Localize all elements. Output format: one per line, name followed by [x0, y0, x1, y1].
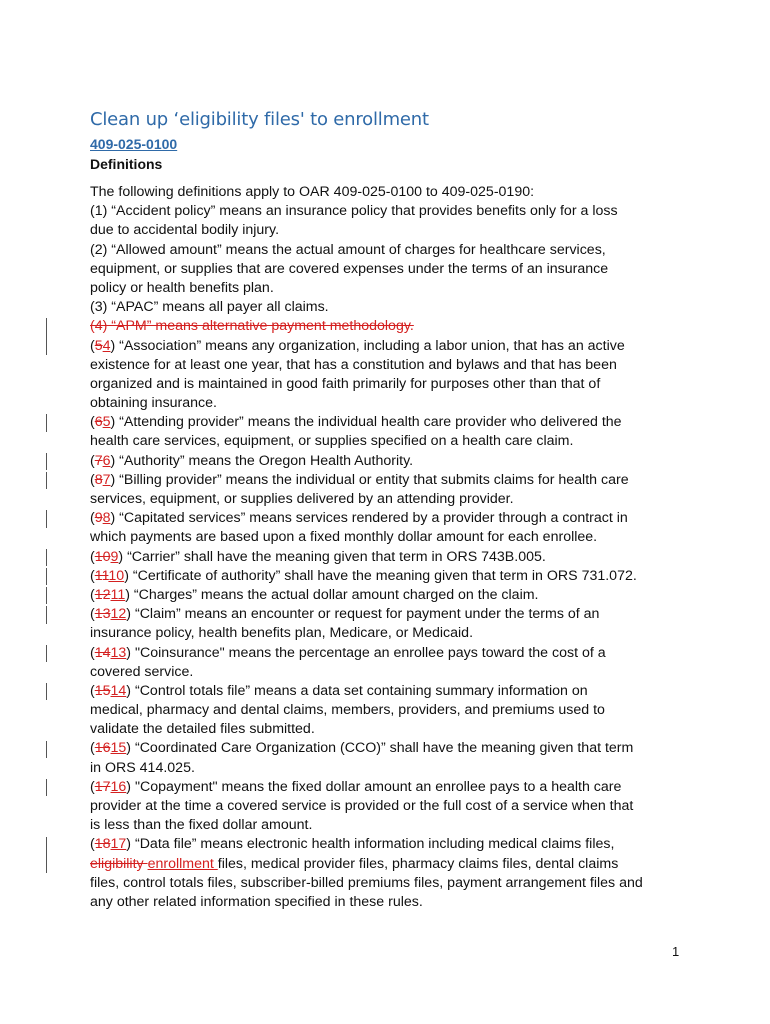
line-text: ) “Billing provider” means the individual or entity that submits claims for health care: [110, 471, 629, 488]
line-text: ) “Capitated services” means services rendered by a provider through a contract in: [110, 510, 628, 527]
page-number: 1: [672, 944, 680, 959]
deleted-text: 15: [94, 682, 111, 699]
text-line: [90, 337, 690, 356]
deleted-text: 12: [94, 586, 111, 603]
line-text: organized and is maintained in good faith primarily for purposes other than that of: [90, 375, 601, 392]
line-text: (: [90, 414, 95, 431]
line-text: (: [90, 510, 95, 527]
line-text: is less than the fixed dollar amount.: [90, 817, 313, 834]
deleted-text: 8: [94, 471, 103, 488]
text-line: [90, 778, 690, 797]
text-line: [90, 701, 690, 720]
text-line: [90, 797, 690, 816]
inserted-text: 7: [102, 471, 111, 488]
text-line: [90, 375, 690, 394]
line-text: health care services, equipment, or supplies specified on a health care claim.: [90, 433, 574, 450]
line-text: (: [90, 471, 95, 488]
line-text: any other related information specified in these rules.: [90, 893, 423, 910]
text-line: [90, 279, 690, 298]
inserted-text: 16: [110, 778, 127, 795]
line-text: ) “Charges” means the actual dollar amount charged on the claim.: [125, 586, 539, 603]
line-text: obtaining insurance.: [90, 395, 217, 412]
revision-change-bar: [46, 645, 47, 662]
revision-change-bar: [46, 741, 47, 758]
line-text: ) “Association” means any organization, including a labor union, that has an active: [110, 337, 625, 354]
text-line: [90, 605, 690, 624]
inserted-text: 10: [108, 567, 125, 584]
revision-change-bar: [46, 472, 47, 489]
line-text: ) “Data file” means electronic health information including medical claims files,: [126, 836, 615, 853]
line-text: ) “Coordinated Care Organization (CCO)” shall have the meaning given that term: [126, 740, 634, 757]
text-line: [90, 317, 690, 336]
text-line: [90, 720, 690, 739]
text-line: [90, 855, 690, 874]
line-text: provider at the time a covered service is provided or the full cost of a service when that: [90, 798, 634, 814]
text-line: [90, 394, 690, 413]
revision-change-bar: [46, 587, 47, 604]
line-text: (: [90, 567, 95, 584]
line-text: services, equipment, or supplies delivered by an attending provider.: [90, 491, 514, 507]
text-line: [90, 490, 690, 509]
line-text: (3) “APAC” means all payer all claims.: [90, 299, 329, 316]
revision-change-bar: [46, 549, 47, 566]
revision-change-bar: [46, 837, 47, 873]
text-line: [90, 298, 690, 317]
text-line: [90, 356, 690, 375]
text-line: [90, 739, 690, 758]
deleted-text: 5: [94, 337, 103, 354]
revision-change-bar: [46, 453, 47, 470]
rule-number-link[interactable]: 409-025-0100: [90, 136, 178, 152]
text-line: [90, 893, 690, 912]
text-line: [90, 413, 690, 432]
line-text: (: [90, 452, 95, 469]
inserted-text: 17: [110, 836, 127, 853]
document-title: Clean up ‘eligibility files' to enrollment: [90, 109, 429, 130]
inserted-text: enrollment: [147, 855, 218, 872]
line-text: files, medical provider files, pharmacy claims files, dental claims: [217, 855, 619, 872]
deleted-text: 6: [94, 414, 103, 431]
text-line: [90, 874, 690, 893]
line-text: existence for at least one year, that has a constitution and bylaws and that has been: [90, 356, 617, 373]
line-text: ) “Attending provider” means the individual health care provider who delivered the: [110, 414, 622, 431]
inserted-text: 5: [102, 414, 111, 431]
inserted-text: 4: [102, 337, 111, 354]
inserted-text: 14: [110, 682, 127, 699]
line-text: (: [90, 740, 95, 757]
inserted-text: 9: [110, 548, 119, 565]
line-text: medical, pharmacy and dental claims, members, providers, and premiums used to: [90, 702, 605, 719]
inserted-text: 11: [110, 586, 126, 603]
deleted-text: (4) “APM” means alternative payment methodology.: [90, 318, 414, 335]
line-text: ) “Authority” means the Oregon Health Authority.: [110, 452, 414, 469]
inserted-text: 13: [110, 644, 127, 661]
deleted-text: eligibility: [90, 855, 148, 872]
text-line: [90, 202, 690, 221]
line-text: ) "Coinsurance" means the percentage an enrollee pays toward the cost of a: [126, 644, 606, 661]
text-line: [90, 567, 690, 586]
line-text: due to accidental bodily injury.: [90, 222, 280, 239]
text-line: [90, 183, 690, 202]
line-text: (: [90, 682, 95, 699]
text-line: [90, 509, 690, 528]
revision-change-bar: [46, 568, 47, 585]
line-text: covered service.: [90, 663, 194, 680]
inserted-text: 15: [110, 740, 127, 757]
text-line: [90, 221, 690, 240]
line-text: equipment, or supplies that are covered expenses under the terms of an insurance: [90, 260, 609, 277]
line-text: in ORS 414.025.: [90, 759, 195, 776]
deleted-text: 13: [94, 606, 111, 623]
line-text: validate the detailed files submitted.: [90, 721, 315, 738]
line-text: (: [90, 337, 95, 354]
line-text: (: [90, 586, 95, 603]
inserted-text: 12: [110, 606, 127, 623]
deleted-text: 9: [94, 510, 103, 527]
text-line: [90, 241, 690, 260]
text-line: [90, 759, 690, 778]
deleted-text: 7: [94, 452, 103, 469]
deleted-text: 10: [94, 548, 111, 565]
text-line: [90, 816, 690, 835]
line-text: (: [90, 836, 95, 853]
line-text: insurance policy, health benefits plan, Medicare, or Medicaid.: [90, 625, 474, 642]
line-text: files, control totals files, subscriber-billed premiums files, payment arrangement files and: [90, 874, 643, 891]
line-text: (: [90, 644, 95, 661]
deleted-text: 16: [94, 740, 111, 757]
deleted-text: 18: [94, 836, 111, 853]
text-line: [90, 432, 690, 451]
line-text: policy or health benefits plan.: [90, 279, 274, 296]
text-line: [90, 624, 690, 643]
text-line: [90, 682, 690, 701]
line-text: which payments are based upon a fixed monthly dollar amount for each enrollee.: [90, 529, 598, 546]
line-text: ) "Copayment" means the fixed dollar amount an enrollee pays to a health care: [126, 778, 622, 795]
revision-change-bar: [46, 683, 47, 700]
line-text: (2) “Allowed amount” means the actual amount of charges for healthcare services,: [90, 241, 606, 258]
line-text: ) “Claim” means an encounter or request for payment under the terms of an: [126, 606, 600, 623]
line-text: ) “Certificate of authority” shall have the meaning given that term in ORS 731.072.: [124, 567, 637, 584]
revision-change-bar: [46, 414, 47, 431]
deleted-text: 11: [94, 567, 109, 584]
line-text: (: [90, 606, 95, 623]
rule-heading: Definitions: [90, 156, 163, 172]
text-line: [90, 452, 690, 471]
inserted-text: 8: [102, 510, 111, 527]
text-line: [90, 471, 690, 490]
text-line: [90, 260, 690, 279]
line-text: (: [90, 778, 95, 795]
line-text: (1) “Accident policy” means an insurance policy that provides benefits only for a loss: [90, 203, 618, 220]
line-text: (: [90, 548, 95, 565]
line-text: ) “Control totals file” means a data set containing summary information on: [126, 682, 588, 699]
line-text: ) “Carrier” shall have the meaning given that term in ORS 743B.005.: [118, 548, 546, 565]
line-text: The following definitions apply to OAR 409-025-0100 to 409-025-0190:: [90, 184, 535, 200]
text-line: [90, 548, 690, 567]
revision-change-bar: [46, 606, 47, 623]
deleted-text: 17: [94, 778, 111, 795]
revision-change-bar: [46, 510, 47, 527]
inserted-text: 6: [102, 452, 111, 469]
text-line: [90, 528, 690, 547]
deleted-text: 14: [94, 644, 111, 661]
revision-change-bar: [46, 779, 47, 796]
text-line: [90, 586, 690, 605]
revision-change-bar: [46, 318, 47, 354]
definitions-body: [90, 183, 690, 912]
text-line: [90, 644, 690, 663]
text-line: [90, 835, 690, 854]
text-line: [90, 663, 690, 682]
